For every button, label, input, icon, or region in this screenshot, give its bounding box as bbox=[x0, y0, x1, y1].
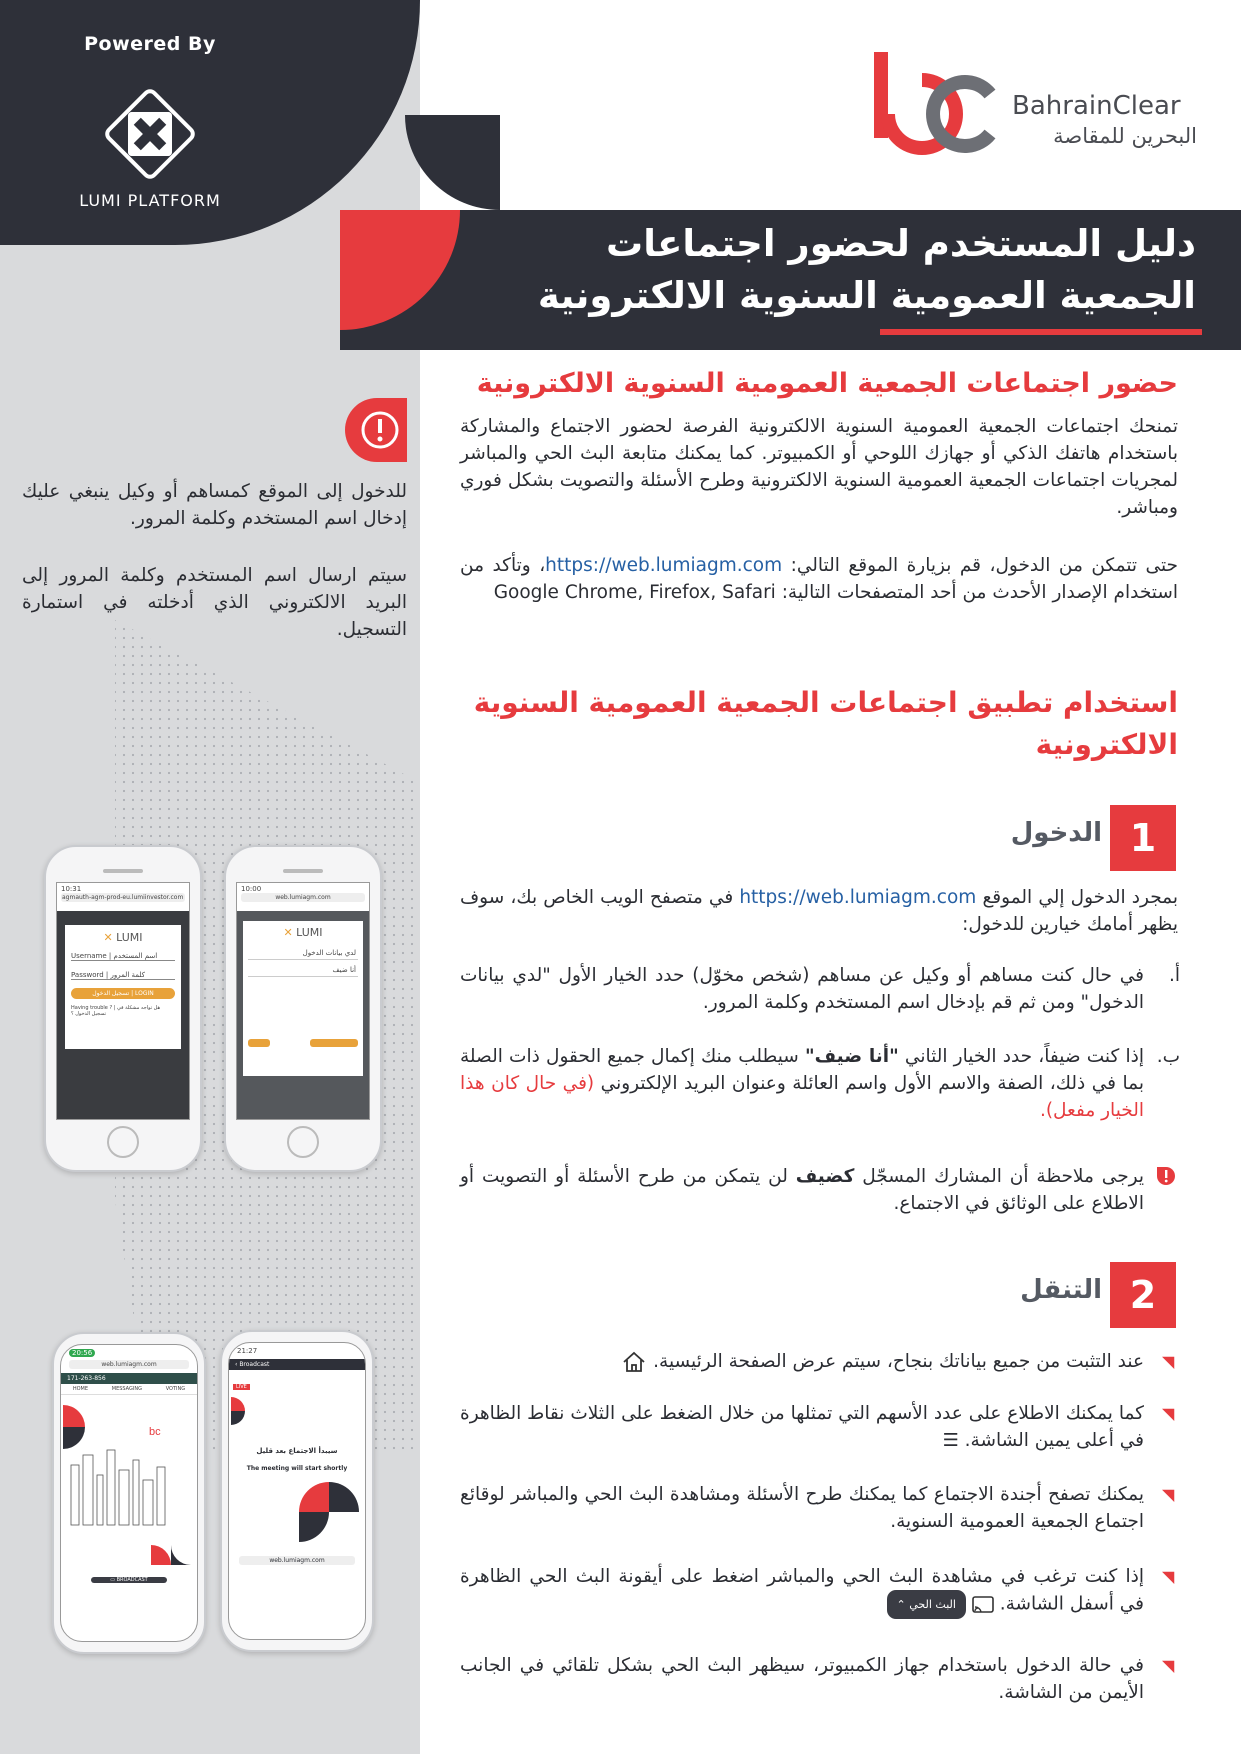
note-part1: يرجى ملاحظة أن المشارك المسجّل bbox=[854, 1166, 1144, 1187]
section2-heading: استخدام تطبيق اجتماعات الجمعية العمومية السنوية الالكترونية bbox=[473, 686, 1178, 761]
brand-name-en: BahrainClear bbox=[1012, 91, 1181, 121]
status-time: 20:56 bbox=[69, 1349, 95, 1357]
phone-speaker bbox=[103, 869, 143, 873]
phone-screen bbox=[60, 1344, 198, 1642]
section1-heading: حضور اجتماعات الجمعية العمومية السنوية الالكترونية bbox=[476, 368, 1178, 399]
phone-login-screen bbox=[44, 845, 202, 1172]
login-card bbox=[65, 925, 181, 1049]
cancel-button[interactable] bbox=[248, 1039, 270, 1047]
home-button[interactable] bbox=[107, 1126, 139, 1158]
address-bar[interactable]: web.lumiagm.com bbox=[241, 893, 365, 902]
login-instructions: للدخول إلى الموقع كمساهم أو وكيل ينبغي عليك إدخال اسم المستخدم وكلمة المرور. bbox=[22, 481, 407, 529]
continue-button[interactable] bbox=[310, 1039, 358, 1047]
have-credentials-option[interactable]: لدي بيانات الدخول bbox=[248, 947, 358, 960]
nav-item-2-text: كما يمكنك الاطلاع على عدد الأسهم التي تمثلها من خلال الضغط على الثلاث نقاط الظاهرة في أعلى يمين الشاشة. bbox=[460, 1403, 1144, 1451]
username-field[interactable]: Username | اسم المستخدم bbox=[71, 952, 175, 961]
tab-messaging[interactable]: MESSAGING bbox=[111, 1386, 142, 1392]
step1-number: 1 bbox=[1110, 805, 1176, 871]
address-bar[interactable]: web.lumiagm.com bbox=[239, 1556, 355, 1565]
option-b-part1: إذا كنت ضيفاً، حدد الخيار الثاني bbox=[898, 1046, 1145, 1067]
app-tabs bbox=[61, 1384, 197, 1395]
note-icon bbox=[1155, 1165, 1177, 1187]
trouble-link[interactable]: Having trouble ? | هل تواجه مشكلة في تسجيل الدخول ؟ bbox=[71, 1005, 161, 1017]
home-button[interactable] bbox=[287, 1126, 319, 1158]
options-card bbox=[243, 921, 363, 1076]
bullet-icon: ◥ bbox=[1162, 1485, 1175, 1504]
tab-voting[interactable]: VOTING bbox=[165, 1386, 186, 1392]
lumi-logo-icon bbox=[96, 80, 204, 188]
powered-by-label: Powered By bbox=[84, 33, 216, 55]
meeting-starting-ar: سيبدأ الاجتماع بعد قليل bbox=[256, 1447, 338, 1455]
option-a-marker: أ. bbox=[1168, 965, 1180, 986]
phone-speaker bbox=[283, 869, 323, 873]
broadcast-icon bbox=[972, 1596, 994, 1614]
step1-title: الدخول bbox=[1010, 818, 1102, 848]
option-b-note: (في حال كان هذا الخيار مفعل). bbox=[460, 1073, 1144, 1121]
brand-name-ar: البحرين للمقاصة bbox=[1053, 124, 1197, 148]
nav-item-1-text: عند التثبت من جميع بياناتك بنجاح، سيتم عرض الصفحة الرئيسية. bbox=[653, 1351, 1144, 1372]
guest-note bbox=[460, 1163, 1144, 1217]
bullet-icon: ◥ bbox=[1162, 1567, 1175, 1586]
status-time: 10:00 bbox=[241, 885, 262, 893]
title-line-1: دليل المستخدم لحضور اجتماعات bbox=[606, 222, 1196, 265]
broadcast-decor-bottom bbox=[229, 1482, 365, 1546]
guest-option-label: "أنا ضيف" bbox=[804, 1046, 899, 1067]
phone-screen bbox=[228, 1342, 366, 1640]
phone-options-screen bbox=[224, 845, 382, 1172]
browsers-list: Google Chrome, Firefox, Safari bbox=[493, 582, 776, 603]
live-chip-label: البث الحي bbox=[909, 1598, 956, 1611]
intro-prefix: بمجرد الدخول إلي الموقع bbox=[982, 887, 1178, 908]
lumi-platform-label: LUMI PLATFORM bbox=[79, 191, 221, 210]
phone-broadcast-screen bbox=[220, 1330, 374, 1652]
status-time: 21:27 bbox=[237, 1347, 258, 1355]
intro-suffix: في متصفح الويب الخاص بك، سوف يظهر أمامك خيارين للدخول: bbox=[460, 887, 1178, 935]
login-prefix: حتى تتمكن من الدخول، قم بزيارة الموقع التالي: bbox=[790, 555, 1178, 576]
home-illustration bbox=[61, 1395, 197, 1573]
meeting-id: 171-263-856 bbox=[61, 1373, 197, 1384]
nav-item-1 bbox=[460, 1348, 1144, 1375]
step1-intro bbox=[460, 884, 1178, 938]
address-bar[interactable]: agmauth-agm-prod-eu.lumiinvestor.com bbox=[62, 894, 184, 901]
title-line-2: الجمعية العمومية السنوية الالكترونية bbox=[537, 274, 1196, 317]
option-b-text bbox=[460, 1043, 1144, 1124]
login-suffix: ، وتأكد من استخدام الإصدار الأحدث من أحد المتصفحات التالية: bbox=[460, 555, 1178, 603]
option-b-marker: ب. bbox=[1156, 1046, 1180, 1067]
bullet-icon: ◥ bbox=[1162, 1404, 1175, 1423]
step2-title: التنقل bbox=[1020, 1275, 1102, 1305]
phone-screen bbox=[56, 882, 190, 1120]
svg-text:bc: bc bbox=[149, 1426, 161, 1438]
password-field[interactable]: Password | كلمة المرور bbox=[71, 971, 175, 980]
broadcast-tab-button[interactable]: ▭ BROADCAST bbox=[91, 1577, 167, 1583]
guest-option[interactable]: أنا ضيف bbox=[248, 964, 358, 977]
note-part2: لن يتمكن من طرح الأسئلة أو التصويت أو الاطلاع على الوثائق في الاجتماع. bbox=[460, 1166, 1144, 1214]
lumi-brand: ✕ LUMI bbox=[283, 926, 323, 939]
warning-icon bbox=[345, 398, 407, 462]
note-guest: كضيف bbox=[795, 1166, 855, 1187]
title-underline bbox=[880, 329, 1202, 335]
phone-screen bbox=[236, 882, 370, 1120]
broadcast-decor-top bbox=[229, 1395, 365, 1425]
nav-item-4-text: إذا كنت ترغب في مشاهدة البث الحي والمباشر اضغط على أيقونة البث الحي الظاهرة في أسفل الشاشة. bbox=[460, 1566, 1144, 1615]
lumiagm-link[interactable]: https://web.lumiagm.com bbox=[545, 555, 783, 576]
nav-item-2 bbox=[460, 1400, 1144, 1454]
meeting-starting-en: The meeting will start shortly bbox=[246, 1465, 348, 1472]
nav-item-5: في حالة الدخول باستخدام جهاز الكمبيوتر، سيظهر البث الحي بشكل تلقائي في الجانب الأيمن من الشاشة. bbox=[460, 1655, 1144, 1703]
step2-number: 2 bbox=[1110, 1262, 1176, 1328]
dialog-buttons bbox=[248, 1039, 358, 1047]
credentials-info: سيتم ارسال اسم المستخدم وكلمة المرور إلى البريد الالكتروني الذي أدخلته في استمارة التسجيل. bbox=[22, 565, 407, 640]
option-b-part2: سيطلب منك إكمال جميع الحقول ذات الصلة بما في ذلك، الصفة والاسم الأول واسم العائلة وعنوان البريد الإلكتروني bbox=[460, 1046, 1144, 1094]
nav-item-3: يمكنك تصفح أجندة الاجتماع كما يمكنك طرح الأسئلة ومشاهدة البث الحي والمباشر لوقائع اجتماع الجمعية العمومية السنوية. bbox=[460, 1484, 1144, 1532]
lumi-brand: ✕ LUMI bbox=[103, 931, 143, 944]
lumiagm-link-2[interactable]: https://web.lumiagm.com bbox=[739, 887, 977, 908]
home-icon bbox=[621, 1349, 647, 1375]
phone-home-screen bbox=[52, 1332, 206, 1654]
page-title bbox=[436, 218, 1196, 322]
nav-item-4 bbox=[460, 1563, 1144, 1619]
broadcast-header: ‹ Broadcast bbox=[229, 1359, 365, 1370]
live-broadcast-chip: البث الحي ⌃ bbox=[887, 1590, 966, 1619]
menu-icon: ☰ bbox=[942, 1430, 959, 1451]
section1-paragraph: تمنحك اجتماعات الجمعية العمومية السنوية الالكترونية الفرصة لحضور الاجتماع والمشاركة باستخدام هاتفك الذكي أو جهازك اللوحي أو الكمبيوتر. كما يمكنك متابعة البث الحي والمباشر لمجريات اجتماعات الجمعية العمومية السنوية الالكترونية وطرح الأسئلة والتصويت بشكل فوري ومباشر. bbox=[460, 416, 1178, 518]
bullet-icon: ◥ bbox=[1162, 1352, 1175, 1371]
warning-badge bbox=[345, 398, 407, 462]
address-bar[interactable]: web.lumiagm.com bbox=[69, 1360, 189, 1369]
live-badge: LIVE bbox=[233, 1384, 250, 1390]
tab-home[interactable]: HOME bbox=[72, 1386, 89, 1392]
option-a-text: في حال كنت مساهم أو وكيل عن مساهم (شخص مخوّل) حدد الخيار الأول "لدي بيانات الدخول" ومن ثم قم بإدخال اسم المستخدم وكلمة المرور. bbox=[460, 965, 1144, 1013]
section1-login-paragraph bbox=[460, 552, 1178, 606]
status-time: 10:31 bbox=[61, 885, 82, 893]
bullet-icon: ◥ bbox=[1162, 1656, 1175, 1675]
login-button[interactable]: تسجيل الدخول | LOGIN bbox=[71, 988, 175, 999]
